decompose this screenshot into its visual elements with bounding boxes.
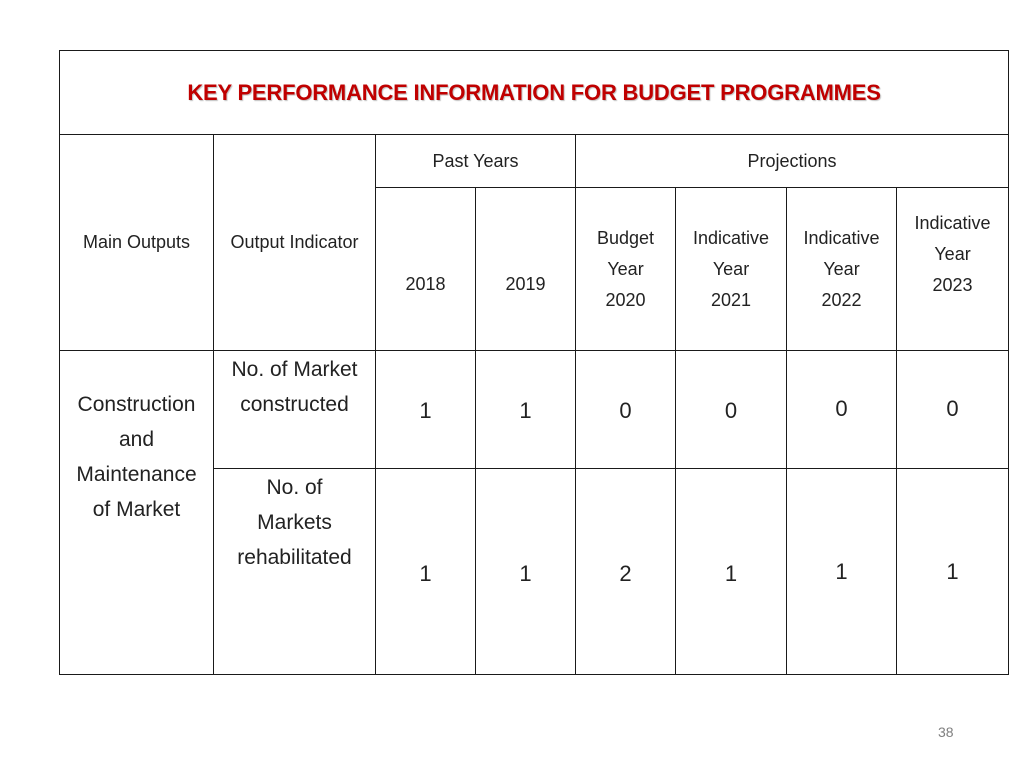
col-header-line: Indicative (692, 227, 770, 248)
header-projections: Projections (576, 135, 1009, 188)
value-cell (787, 351, 897, 469)
col-header-indicative-2023 (897, 188, 1009, 351)
col-header-line: 2020 (605, 289, 646, 310)
slide-number: 38 (938, 724, 954, 740)
table-title: KEY PERFORMANCE INFORMATION FOR BUDGET PROGRAMMES (60, 51, 1009, 135)
main-output-line: Maintenance (76, 463, 197, 486)
col-header-line: Year (823, 258, 860, 279)
col-header-budget-2020 (576, 188, 676, 351)
value-text: 2 (619, 561, 632, 586)
indicator-line: Markets (257, 511, 332, 534)
kpi-table (59, 50, 1009, 675)
col-header-line: 2023 (932, 274, 973, 295)
table-row (60, 351, 1009, 469)
value-cell (476, 351, 576, 469)
header-main-outputs: Main Outputs (60, 135, 214, 351)
col-header-2019 (476, 188, 576, 351)
main-output-line: and (118, 428, 155, 451)
indicator-line: No. of (266, 476, 323, 499)
value-cell (376, 351, 476, 469)
header-output-indicator: Output Indicator (214, 135, 376, 351)
col-header-2018 (376, 188, 476, 351)
main-output-line: of Market (92, 498, 181, 521)
header-past-years: Past Years (376, 135, 576, 188)
value-text: 1 (419, 397, 432, 423)
value-cell (676, 469, 787, 675)
indicator-line: rehabilitated (237, 546, 352, 569)
value-cell (376, 469, 476, 675)
indicator-line: constructed (240, 393, 349, 416)
main-output-cell (60, 351, 214, 675)
value-cell (897, 351, 1009, 469)
col-header-line: 2018 (405, 273, 446, 294)
col-header-line: 2021 (710, 289, 752, 310)
indicator-cell (214, 351, 376, 469)
value-text: 0 (619, 397, 632, 423)
value-text: 1 (419, 561, 432, 586)
value-text: 1 (835, 559, 848, 584)
main-output-line: Construction (77, 393, 196, 416)
value-cell (576, 469, 676, 675)
value-cell (897, 469, 1009, 675)
value-text: 1 (724, 561, 738, 586)
value-text: 0 (724, 397, 738, 423)
col-header-line: Indicative (803, 227, 880, 248)
value-text: 0 (946, 395, 959, 421)
col-header-line: Budget (596, 227, 655, 248)
col-header-line: Year (607, 258, 644, 279)
col-header-line: Year (712, 258, 750, 279)
col-header-line: 2019 (505, 273, 546, 294)
col-header-line: Indicative (914, 212, 991, 233)
value-text: 1 (519, 397, 532, 423)
value-text: 1 (946, 559, 959, 584)
value-cell (576, 351, 676, 469)
col-header-line: Year (934, 243, 971, 264)
value-cell (476, 469, 576, 675)
col-header-indicative-2021 (676, 188, 787, 351)
indicator-cell (214, 469, 376, 675)
col-header-line: 2022 (821, 289, 862, 310)
value-cell (676, 351, 787, 469)
col-header-indicative-2022 (787, 188, 897, 351)
value-cell (787, 469, 897, 675)
indicator-line: No. of Market (231, 358, 358, 381)
value-text: 1 (519, 561, 532, 586)
value-text: 0 (835, 395, 848, 421)
